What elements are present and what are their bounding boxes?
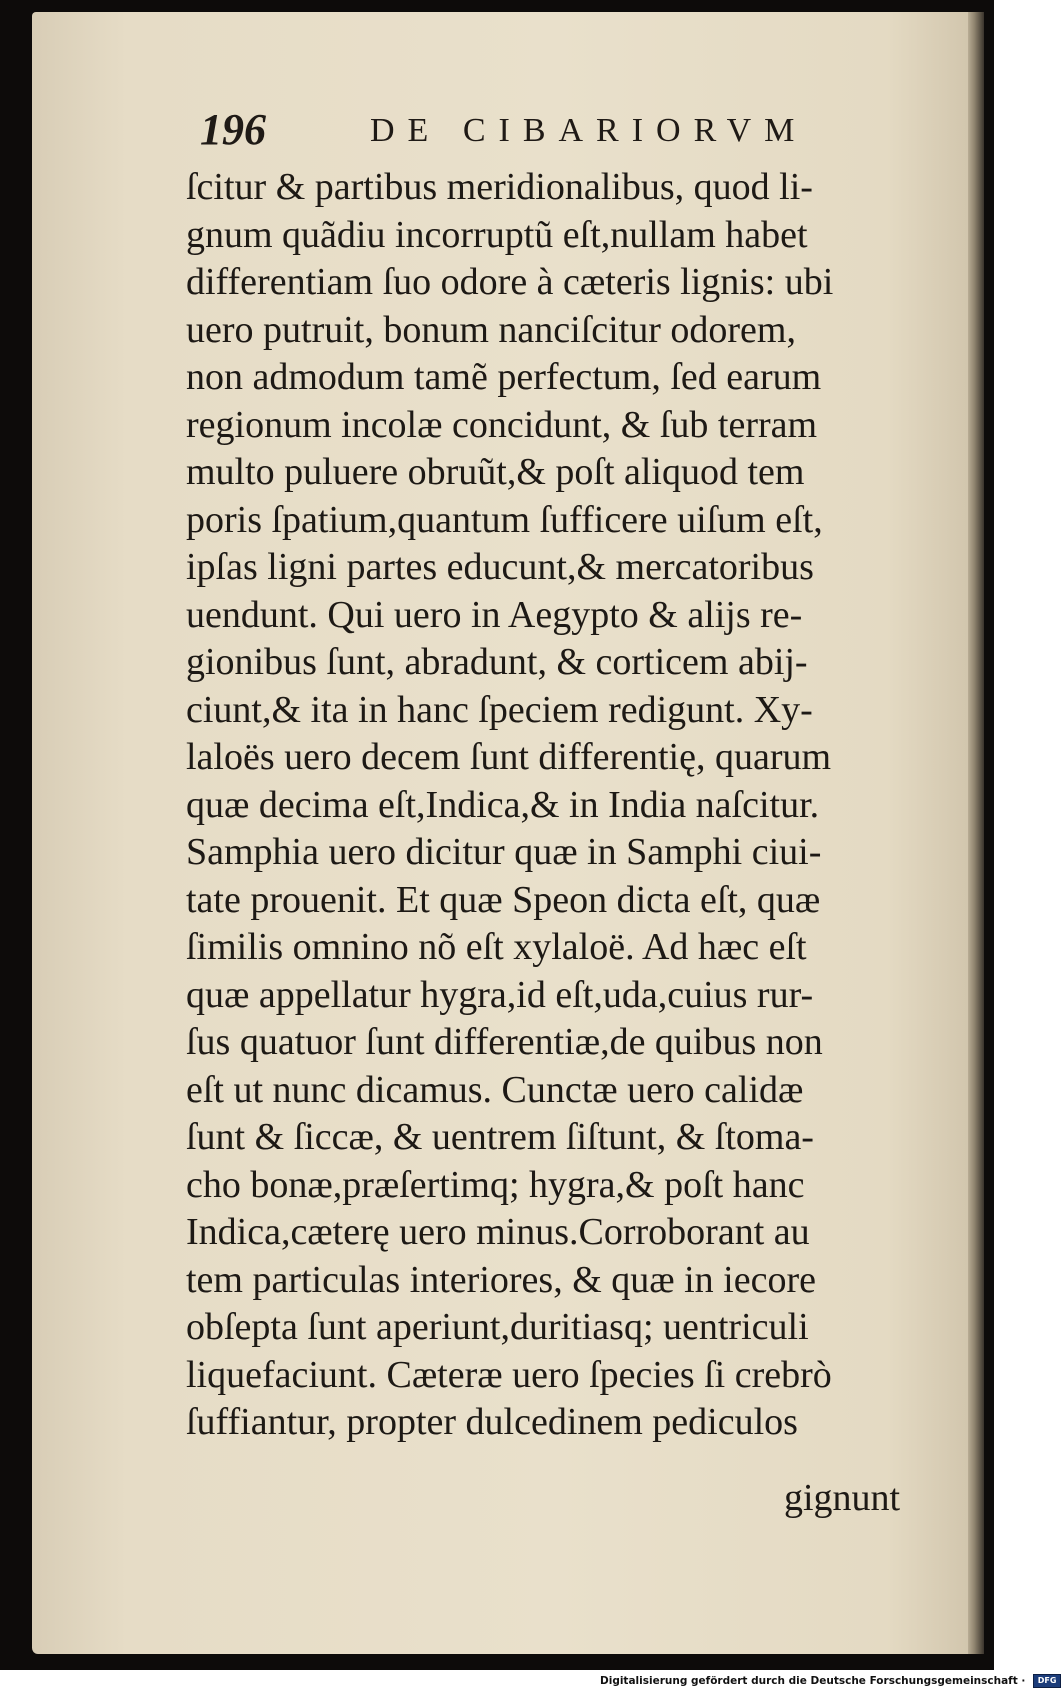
text-line: tem particulas interiores, & quæ in iecore [186, 1258, 816, 1301]
text-line: quæ decima eſt,Indica,& in India naſcitur. [186, 783, 820, 826]
credit-text: Digitalisierung gefördert durch die Deutsche Forschungsgemeinschaft · [600, 1675, 1026, 1687]
text-line: multo puluere obruũt,& poſt aliquod tem [186, 451, 805, 493]
text-line: uero putruit, bonum nanciſcitur odorem, [186, 308, 796, 351]
text-line: tate prouenit. Et quæ Speon dicta eſt, quæ [186, 878, 821, 921]
running-head [200, 104, 860, 160]
text-line: uendunt. Qui uero in Aegypto & alijs re- [186, 593, 803, 636]
text-line: quæ appellatur hygra,id eſt,uda,cuius rur- [186, 973, 814, 1016]
text-line: ſuffiantur, propter dulcedinem pediculos [186, 1401, 798, 1443]
text-line: ſimilis omnino nõ eſt xylaloë. Ad hæc eſt [186, 926, 807, 968]
text-line: ſcitur & partibus meridionalibus, quod li- [186, 166, 813, 208]
text-line: Samphia uero dicitur quæ in Samphi ciui- [186, 831, 822, 873]
page-number: 196 [200, 105, 266, 154]
text-line: gnum quãdiu incorruptũ eſt,nullam habet [186, 213, 808, 256]
body-text [186, 164, 942, 1447]
text-line: laloës uero decem ſunt differentię, quarum [186, 736, 832, 778]
catchword: gignunt [784, 1477, 901, 1519]
text-line: ciunt,& ita in hanc ſpeciem redigunt. Xy- [186, 688, 813, 731]
text-line: ſus quatuor ſunt differentiæ,de quibus non [186, 1021, 823, 1063]
text-line: differentiam ſuo odore à cæteris lignis: ubi [186, 261, 834, 303]
text-line: poris ſpatium,quantum ſufficere uiſum eſt, [186, 498, 823, 541]
text-line: regionum incolæ concidunt, & ſub terram [186, 403, 818, 446]
text-line: gionibus ſunt, abradunt, & corticem abij- [186, 641, 808, 683]
text-line: liquefaciunt. Cæteræ uero ſpecies ſi crebrò [186, 1353, 832, 1396]
text-line: obſepta ſunt aperiunt,duritiasq; uentriculi [186, 1306, 809, 1348]
text-line: Indica,cæterę uero minus.Corroborant au [186, 1211, 810, 1253]
text-line: cho bonæ,præſertimq; hygra,& poſt hanc [186, 1163, 805, 1206]
page-edge [968, 12, 984, 1654]
text-line: ſunt & ſiccæ, & uentrem ſiſtunt, & ſtoma- [186, 1116, 814, 1158]
running-head-title: DE CIBARIORVM [370, 112, 808, 149]
text-line: non admodum tamẽ perfectum, ſed earum [186, 356, 822, 398]
dfg-logo: DFG [1033, 1674, 1061, 1688]
text-line: ipſas ligni partes educunt,& mercatoribus [186, 546, 814, 588]
text-line: eſt ut nunc dicamus. Cunctæ uero calidæ [186, 1068, 804, 1111]
digitization-credit [600, 1672, 1057, 1690]
